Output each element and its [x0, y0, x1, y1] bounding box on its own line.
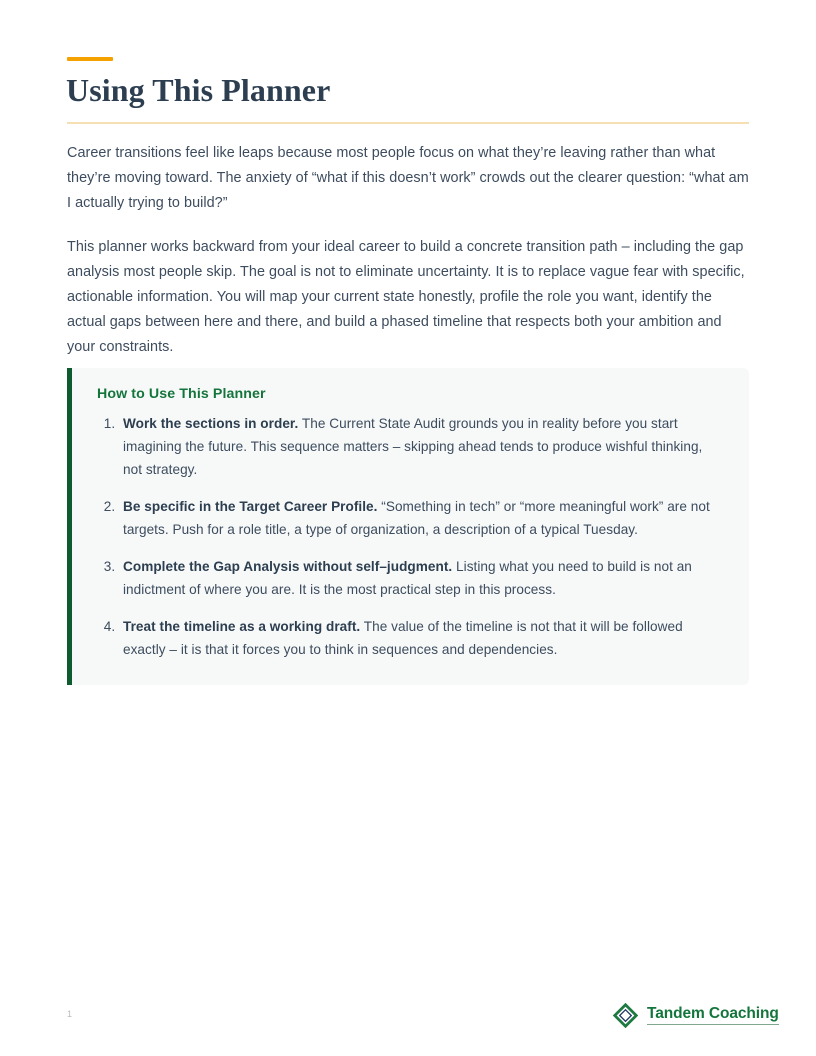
list-item-lead: Complete the Gap Analysis without self–judgment.: [123, 559, 453, 574]
list-item-text: “Something in tech” or “more meaningful work” are not targets. Push for a role title, a type of organization, a description of a typical Tuesday.: [123, 499, 710, 537]
footer-brand-logo: [613, 1003, 779, 1028]
callout-title: How to Use This Planner: [97, 386, 266, 402]
intro-paragraph-2: This planner works backward from your ideal career to build a concrete transition path – including the gap analysis most people skip. The goal is not to eliminate uncertainty. It is to replace vague fear with specific, actionable information. You will map your current state honestly, profile the role you want, identify the actual gaps between here and there, and build a phased timeline that respects both your ambition and your constraints.: [67, 239, 745, 355]
page-title: Using This Planner: [66, 72, 331, 108]
list-item: [119, 555, 723, 601]
list-item-text: Listing what you need to build is not an indictment of where you are. It is the most practical step in this process.: [123, 559, 692, 597]
intro-paragraph-1: Career transitions feel like leaps because most people focus on what they’re leaving rather than what they’re moving toward. The anxiety of “what if this doesn’t work” crowds out the clearer question: “what am I actually trying to build?”: [67, 145, 749, 211]
list-item-lead: Work the sections in order.: [123, 416, 299, 431]
page-number: 1: [67, 1009, 73, 1019]
list-item-text: The Current State Audit grounds you in reality before you start imagining the future. This sequence matters – skipping ahead tends to produce wishful thinking, not strategy.: [123, 416, 703, 477]
body-content: [67, 141, 749, 360]
list-item-lead: Treat the timeline as a working draft.: [123, 619, 361, 634]
title-divider-rule: [67, 122, 749, 124]
callout-instruction-list: [97, 412, 723, 661]
list-item: [119, 412, 723, 481]
brand-wordmark: [647, 1006, 779, 1025]
title-accent-bar: [67, 57, 113, 61]
list-item: [119, 495, 723, 541]
brand-underline: [647, 1024, 779, 1025]
tandem-diamond-logo-icon: [613, 1003, 638, 1028]
list-item-text: The value of the timeline is not that it will be followed exactly – it is that it forces you to think in sequences and dependencies.: [123, 619, 683, 657]
how-to-use-callout: [67, 368, 749, 685]
brand-name: Tandem Coaching: [647, 1005, 779, 1023]
list-item-lead: Be specific in the Target Career Profile.: [123, 499, 378, 514]
list-item: [119, 615, 723, 661]
